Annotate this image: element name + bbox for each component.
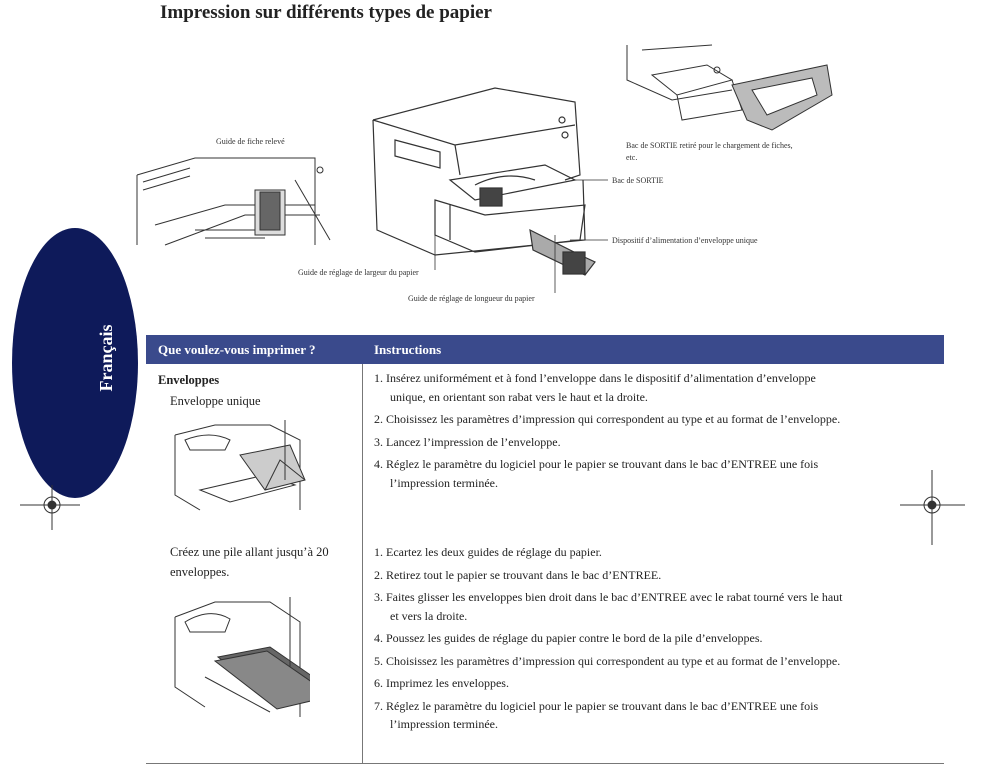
page-title: Impression sur différents types de papier <box>160 2 492 23</box>
output-tray-removed-illustration <box>622 40 837 135</box>
registration-mark-left <box>20 485 80 530</box>
header-instructions: Instructions <box>374 342 442 357</box>
list-item: 4. Poussez les guides de réglage du papier contre le bord de la pile d’enveloppes. <box>374 631 763 645</box>
caption-guide-longueur: Guide de réglage de longueur du papier <box>408 294 535 303</box>
caption-bac-sortie: Bac de SORTIE <box>612 176 664 185</box>
list-item: 4. Réglez le paramètre du logiciel pour le papier se trouvant dans le bac d’ENTREE une fois l’impression terminée. <box>374 457 819 490</box>
header-what-to-print: Que voulez-vous imprimer ? <box>158 342 316 357</box>
list-item: 1. Ecartez les deux guides de réglage du papier. <box>374 545 602 559</box>
list-item: 2. Retirez tout le papier se trouvant dans le bac d’ENTREE. <box>374 567 662 582</box>
single-envelope-illustration <box>170 420 310 515</box>
caption-leader-lines <box>430 175 630 305</box>
row1-steps-list <box>374 369 844 496</box>
instructions-table <box>146 335 944 764</box>
list-item: 2. Choisissez les paramètres d’impression qui correspondent au type et au format de l’enveloppe. <box>374 412 841 426</box>
list-item: 3. Lancez l’impression de l’enveloppe. <box>374 434 561 449</box>
column-divider <box>362 364 363 764</box>
row2-label-line1: Créez une pile allant jusqu’à 20 <box>170 545 329 559</box>
list-item: 7. Réglez le paramètre du logiciel pour le papier se trouvant dans le bac d’ENTREE une fois l’impression terminée. <box>374 698 819 731</box>
caption-guide-largeur: Guide de réglage de largeur du papier <box>298 268 419 277</box>
section-title: Enveloppes <box>158 373 220 387</box>
row1-label: Enveloppe unique <box>170 394 261 408</box>
printer-tray-closeup-illustration <box>135 150 335 250</box>
list-item: 5. Choisissez les paramètres d’impression qui correspondent au type et au format de l’enveloppe. <box>374 653 841 668</box>
row2-label-line2: enveloppes. <box>170 565 230 579</box>
caption-bac-sortie-retire: Bac de SORTIE retiré pour le chargement de fiches, etc. <box>626 141 793 162</box>
list-item: 6. Imprimez les enveloppes. <box>374 676 509 690</box>
caption-dispositif-enveloppe: Dispositif d’alimentation d’enveloppe unique <box>612 236 758 245</box>
list-item: 3. Faites glisser les enveloppes bien droit dans le bac d’ENTREE avec le rabat tourné vers le haut et vers la droite. <box>374 590 843 623</box>
envelope-stack-illustration <box>170 597 310 722</box>
row2-steps-list <box>374 543 844 738</box>
language-tab-label: Français <box>96 324 116 392</box>
list-item: 1. Insérez uniformément et à fond l’enveloppe dans le dispositif d’alimentation d’enveloppe unique, en orientant son rabat vers le haut et la droite. <box>374 371 816 404</box>
language-tab-shape <box>12 228 138 498</box>
table-header <box>146 335 944 364</box>
caption-guide-fiche: Guide de fiche relevé <box>216 137 285 146</box>
